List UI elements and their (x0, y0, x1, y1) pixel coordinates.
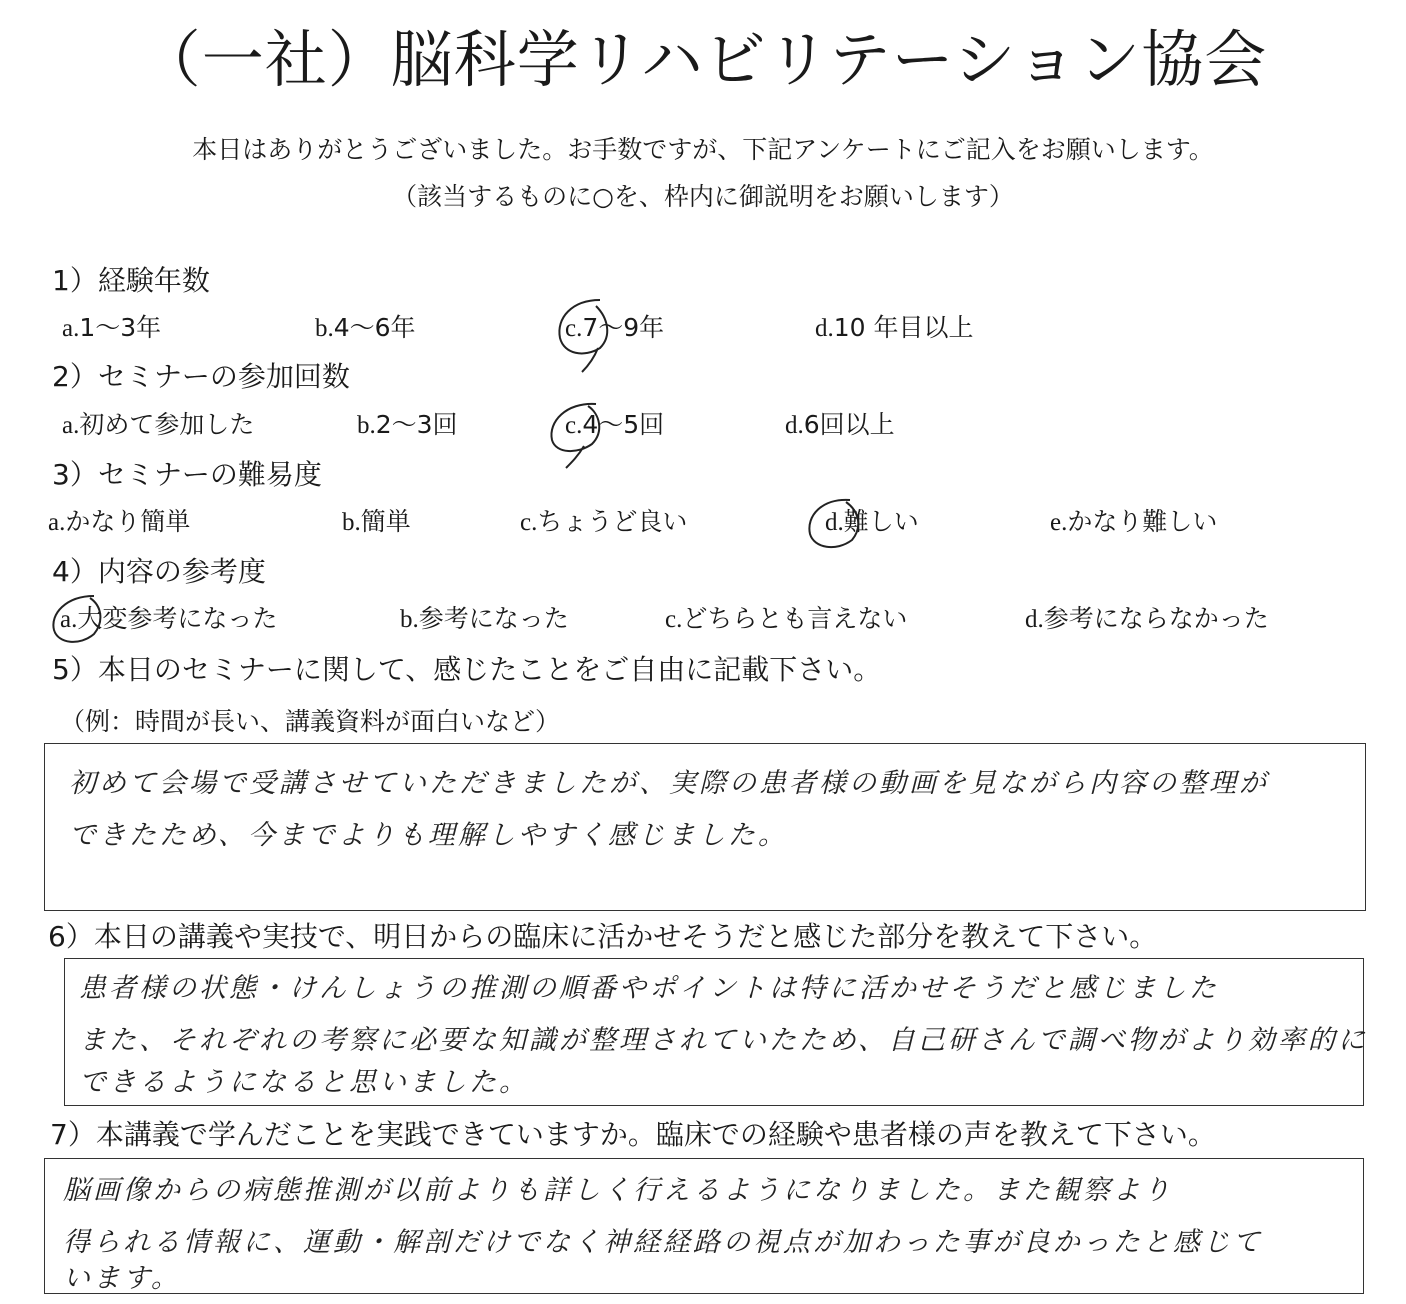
page-title: （一社）脳科学リハビリテーション協会 (138, 23, 1268, 96)
answer-7-line-1: 脳画像からの病態推測が以前よりも詳しく行えるようになりました。また観察より (63, 1175, 1173, 1206)
q2-option-b[interactable]: b.2～3回 (357, 410, 458, 439)
q3-option-a[interactable]: a.かなり簡単 (48, 507, 191, 536)
q2-option-a[interactable]: a.初めて参加した (62, 410, 255, 439)
q1-option-a[interactable]: a.1～3年 (62, 313, 162, 342)
q4-option-c[interactable]: c.どちらとも言えない (665, 604, 908, 633)
answer-6-line-1: 患者様の状態・けんしょうの推測の順番やポイントは特に活かせそうだと感じました (79, 973, 1219, 1004)
question-7-label: 7）本講義で学んだことを実践できていますか。臨床での経験や患者様の声を教えて下さい。 (50, 1118, 1216, 1151)
q4-option-b[interactable]: b.参考になった (400, 604, 569, 633)
q3-option-e[interactable]: e.かなり難しい (1050, 507, 1218, 536)
question-4-label: 4）内容の参考度 (52, 555, 266, 588)
q4-option-d[interactable]: d.参考にならなかった (1025, 604, 1269, 633)
q2-option-d[interactable]: d.6回以上 (785, 410, 895, 439)
question-3-label: 3）セミナーの難易度 (52, 458, 322, 491)
answer-7-line-2: 得られる情報に、運動・解剖だけでなく神経経路の視点が加わった事が良かったと感じて (63, 1227, 1263, 1258)
answer-5-line-1: 初めて会場で受講させていただきましたが、実際の患者様の動画を見ながら内容の整理が (69, 768, 1269, 799)
intro-line-1: 本日はありがとうございました。お手数ですが、下記アンケートにご記入をお願いします。 (192, 135, 1214, 164)
question-6-label: 6）本日の講義や実技で、明日からの臨床に活かせそうだと感じた部分を教えて下さい。 (48, 920, 1158, 953)
question-1-label: 1）経験年数 (52, 264, 210, 297)
intro-line-2: （該当するものに○を、枠内に御説明をお願いします） (392, 182, 1014, 211)
question-5-hint: （例：時間が長い、講義資料が面白いなど） (60, 707, 561, 736)
q1-option-b[interactable]: b.4～6年 (315, 313, 416, 342)
q3-option-b[interactable]: b.簡単 (342, 507, 411, 536)
q3-option-c[interactable]: c.ちょうど良い (520, 507, 688, 536)
q2-option-c[interactable]: c.4～5回 (565, 410, 665, 439)
answer-box-5[interactable] (44, 743, 1366, 911)
answer-box-7[interactable] (44, 1158, 1364, 1294)
answer-6-line-2: また、それぞれの考察に必要な知識が整理されていたため、自己研さんで調べ物がより効率的に (79, 1025, 1368, 1056)
question-2-label: 2）セミナーの参加回数 (52, 360, 350, 393)
answer-7-line-3: います。 (63, 1263, 181, 1294)
answer-5-line-2: できたため、今までよりも理解しやすく感じました。 (69, 820, 788, 851)
q4-option-a[interactable]: a.大変参考になった (60, 604, 278, 633)
q1-option-c[interactable]: c.7～9年 (565, 313, 665, 342)
answer-6-line-3: できるようになると思いました。 (79, 1067, 529, 1098)
q3-option-d[interactable]: d.難しい (825, 507, 919, 536)
answer-box-6[interactable] (64, 958, 1368, 1106)
question-5-label: 5）本日のセミナーに関して、感じたことをご自由に記載下さい。 (52, 653, 882, 686)
q1-option-d[interactable]: d.10 年目以上 (815, 313, 974, 342)
